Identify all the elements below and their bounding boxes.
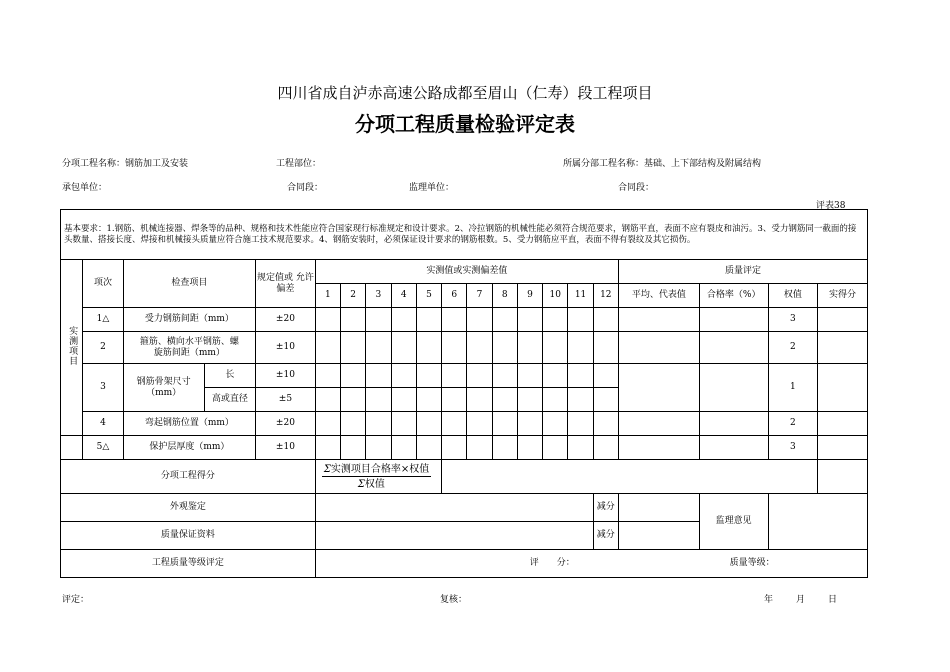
quality-col-score: 实得分 bbox=[818, 284, 868, 308]
contract1-label: 合同段： bbox=[287, 183, 324, 193]
table-row: 高或直径 ±5 bbox=[61, 388, 868, 412]
checker-label: 复核： bbox=[440, 595, 468, 605]
measure-col: 1 bbox=[315, 284, 340, 308]
header-tolerance: 规定值或 允许偏差 bbox=[256, 260, 316, 308]
table-row: 3 钢筋骨架尺寸（mm） 长 ±10 1 bbox=[61, 364, 868, 388]
deduct-label: 减分 bbox=[593, 522, 618, 550]
measure-col: 9 bbox=[517, 284, 542, 308]
header-item-no: 项次 bbox=[83, 260, 123, 308]
score-row bbox=[61, 460, 868, 494]
measure-col: 11 bbox=[568, 284, 593, 308]
year-label: 年 bbox=[764, 595, 774, 605]
measure-col: 7 bbox=[467, 284, 492, 308]
measure-col: 12 bbox=[593, 284, 618, 308]
title-line1: 四川省成自泸赤高速公路成都至眉山（仁寿）段工程项目 bbox=[277, 84, 653, 102]
table-row: 4 弯起钢筋位置（mm） ±20 2 bbox=[61, 412, 868, 436]
page-title: 分项工程质量检验评定表 bbox=[355, 112, 575, 136]
side-label: 实测项目 bbox=[61, 260, 83, 436]
appearance-label: 外观鉴定 bbox=[61, 494, 316, 522]
form-number: 评表38 bbox=[816, 201, 846, 211]
score-text: 评 分： bbox=[529, 558, 575, 568]
measure-col: 3 bbox=[366, 284, 391, 308]
contract2-label: 合同段： bbox=[618, 183, 655, 193]
table-row: 2 箍筋、横向水平钢筋、螺旋筋间距（mm） ±10 2 bbox=[61, 332, 868, 364]
measure-col: 4 bbox=[391, 284, 416, 308]
header-quality: 质量评定 bbox=[618, 260, 867, 284]
contractor-label: 承包单位： bbox=[62, 183, 108, 193]
quality-col-weight: 权值 bbox=[768, 284, 818, 308]
reviewer-label: 评定： bbox=[62, 595, 90, 605]
site-label: 工程部位： bbox=[276, 159, 322, 169]
grade-label: 工程质量等级评定 bbox=[61, 550, 316, 578]
subproject-name: 分项工程名称：钢筋加工及安装 bbox=[62, 159, 189, 169]
header-check-item: 检查项目 bbox=[123, 260, 255, 308]
table-row: 5△ 保护层厚度（mm） ±10 3 bbox=[61, 436, 868, 460]
measure-col: 5 bbox=[416, 284, 441, 308]
header-measured: 实测值或实测偏差值 bbox=[315, 260, 618, 284]
grade-row bbox=[61, 550, 868, 578]
appearance-row bbox=[61, 494, 868, 522]
measure-col: 10 bbox=[543, 284, 568, 308]
day-label: 日 bbox=[828, 595, 838, 605]
supervisor-label: 监理单位： bbox=[409, 183, 455, 193]
quality-col-pass-rate: 合格率（%） bbox=[699, 284, 768, 308]
month-label: 月 bbox=[796, 595, 806, 605]
parent-project: 所属分部工程名称：基础、上下部结构及附属结构 bbox=[563, 159, 762, 169]
quality-col-average: 平均、代表值 bbox=[618, 284, 699, 308]
score-label: 分项工程得分 bbox=[61, 460, 316, 494]
quality-grade-text: 质量等级： bbox=[729, 558, 775, 568]
score-formula: Σ实测项目合格率×权值 Σ权值 bbox=[315, 460, 441, 494]
measure-col: 8 bbox=[492, 284, 517, 308]
deduct-label: 减分 bbox=[593, 494, 618, 522]
table-row: 1△ 受力钢筋间距（mm） ±20 3 bbox=[61, 308, 868, 332]
measure-col: 6 bbox=[442, 284, 467, 308]
qa-label: 质量保证资料 bbox=[61, 522, 316, 550]
inspection-table bbox=[60, 209, 868, 578]
basic-requirements: 基本要求：1.钢筋、机械连接器、焊条等的品种、规格和技术性能应符合国家现行标准规定和设计要求。2、冷拉钢筋的机械性能必须符合规范要求，钢筋平直，表面不应有裂皮和油污。3、受力钢筋同一截面的接头数量、搭接长度、焊接和机械接头质量应符合施工技术规范要求。4、钢筋安装时，必须保证设计要求的钢筋根数。5、受力钢筋应平直，表面不得有裂纹及其它损伤。 bbox=[61, 210, 868, 260]
supervision-label: 监理意见 bbox=[699, 494, 768, 550]
measure-col: 2 bbox=[341, 284, 366, 308]
